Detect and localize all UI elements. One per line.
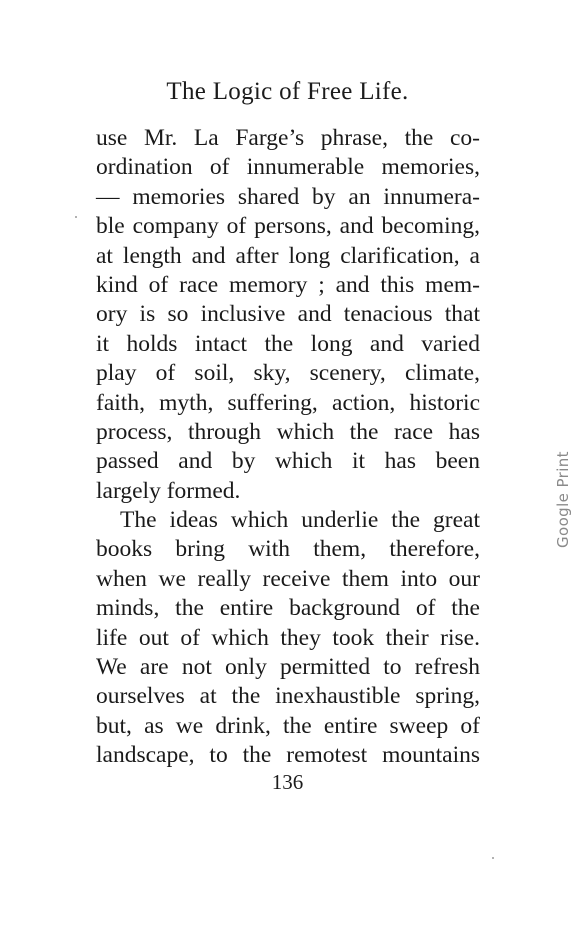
running-head: The Logic of Free Life. bbox=[166, 78, 409, 105]
text-line: passed and by which it has been bbox=[96, 448, 480, 475]
page-number: 136 bbox=[271, 770, 304, 794]
text-line: play of soil, sky, scenery, climate, bbox=[96, 360, 480, 387]
text-line: books bring with them, therefore, bbox=[96, 536, 480, 563]
paragraph-start-line: The ideas which underlie the great bbox=[120, 507, 480, 534]
text-line: We are not only permitted to refresh bbox=[96, 654, 480, 681]
paragraph-end-line: largely formed. bbox=[96, 477, 241, 504]
text-line: at length and after long clarification, a bbox=[96, 242, 480, 269]
scan-speck bbox=[75, 216, 77, 218]
scan-speck bbox=[492, 857, 494, 859]
text-line: kind of race memory ; and this mem- bbox=[96, 271, 480, 298]
text-line: ordination of innumerable memories, bbox=[96, 154, 480, 181]
text-line: it holds intact the long and varied bbox=[96, 330, 480, 357]
text-line: ourselves at the inexhaustible spring, bbox=[96, 683, 480, 710]
text-line: but, as we drink, the entire sweep of bbox=[96, 712, 480, 739]
text-line: minds, the entire background of the bbox=[96, 595, 480, 622]
text-line: life out of which they took their rise. bbox=[96, 624, 480, 651]
text-line: process, through which the race has bbox=[96, 418, 480, 445]
text-line: — memories shared by an innumera- bbox=[96, 183, 480, 210]
google-print-watermark: Google Print bbox=[554, 451, 572, 548]
text-line: when we really receive them into our bbox=[96, 565, 480, 592]
text-line: landscape, to the remotest mountains bbox=[96, 742, 480, 769]
text-line: ory is so inclusive and tenacious that bbox=[96, 301, 480, 328]
text-line: ble company of persons, and becoming, bbox=[96, 213, 480, 240]
text-line: use Mr. La Farge’s phrase, the co- bbox=[96, 125, 480, 151]
body-text bbox=[96, 124, 480, 771]
text-line: faith, myth, suffering, action, historic bbox=[96, 389, 480, 416]
